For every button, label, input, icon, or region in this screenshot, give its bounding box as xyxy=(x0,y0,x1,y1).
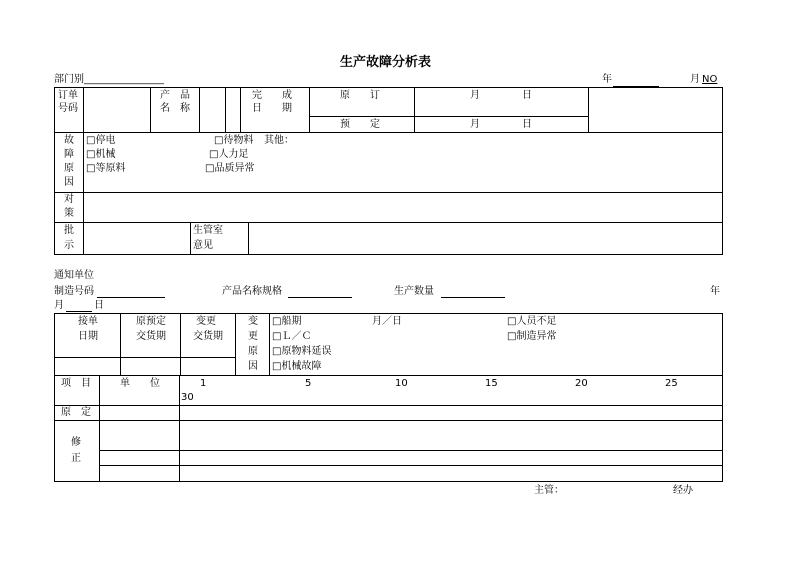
original-row-label: 原 定 xyxy=(61,407,91,418)
cause-machine-checkbox[interactable]: □ 机械 xyxy=(86,149,115,161)
product-name-label-1: 产 品 xyxy=(160,90,190,101)
receive-label-2: 日期 xyxy=(78,331,98,342)
day-10: 10 xyxy=(395,378,408,389)
day-5: 5 xyxy=(305,378,312,389)
reason-lc-checkbox[interactable]: □ Ｌ／Ｃ xyxy=(272,331,311,343)
cause-manpower-checkbox[interactable]: □ 人力足 xyxy=(209,149,248,161)
reason-char-3: 原 xyxy=(248,346,258,357)
reason-char-2: 更 xyxy=(248,331,258,342)
changed-label-2: 交货期 xyxy=(193,331,223,342)
page-title: 生产故障分析表 xyxy=(340,55,432,70)
planned-month: 月 xyxy=(470,119,480,130)
day-30: 30 xyxy=(181,392,194,403)
day-20: 20 xyxy=(575,378,588,389)
product-name-label-2: 名 称 xyxy=(160,103,190,114)
reason-machine-fault-checkbox[interactable]: □ 机械故障 xyxy=(272,361,321,373)
cause-char-4: 因 xyxy=(64,177,74,188)
supervisor-label: 主管： xyxy=(534,485,564,496)
order-no-label-2: 号码 xyxy=(58,103,78,114)
day-1: 1 xyxy=(200,378,207,389)
cause-char-3: 原 xyxy=(64,163,74,174)
day-25: 25 xyxy=(665,378,678,389)
changed-label-1: 变更 xyxy=(196,316,216,327)
cause-waiting-material-checkbox[interactable]: □ 待物料 xyxy=(214,135,253,147)
cause-outage-checkbox[interactable]: □ 停电 xyxy=(86,135,115,147)
orig-sched-label-2: 交货期 xyxy=(136,331,166,342)
original-date-label: 原 订 xyxy=(340,90,380,101)
completion-label-2: 日 期 xyxy=(252,103,292,114)
cause-char-1: 故 xyxy=(64,135,74,146)
reason-raw-delay-checkbox[interactable]: □ 原物料延误 xyxy=(272,346,331,358)
orig-sched-label-1: 原预定 xyxy=(136,316,166,327)
original-day: 日 xyxy=(522,90,532,101)
revise-char-2: 正 xyxy=(71,453,81,464)
prod-mgmt-label-1: 生管室 xyxy=(193,225,223,236)
completion-label-1: 完 成 xyxy=(252,90,292,101)
original-month: 月 xyxy=(470,90,480,101)
measures-char-1: 对 xyxy=(64,194,74,205)
reason-char-4: 因 xyxy=(248,361,258,372)
approval-char-2: 示 xyxy=(64,240,74,251)
reason-char-1: 变 xyxy=(248,316,258,327)
reason-ship-checkbox[interactable]: □ 船期 xyxy=(272,316,301,328)
reason-staff-short-checkbox[interactable]: □ 人员不足 xyxy=(507,316,556,328)
product-spec-label: 产品名称规格 xyxy=(222,286,282,297)
day-15: 15 xyxy=(485,378,498,389)
cause-other-label: 其他： xyxy=(264,135,294,146)
dept-label: 部门别________________ xyxy=(54,74,164,85)
cause-quality-checkbox[interactable]: □ 品质异常 xyxy=(205,163,254,175)
cause-char-2: 障 xyxy=(64,149,74,160)
prod-mgmt-label-2: 意见 xyxy=(193,240,213,251)
handler-label: 经办 xyxy=(673,485,693,496)
order-no-label-1: 订单 xyxy=(58,90,78,101)
measures-char-2: 策 xyxy=(64,208,74,219)
planned-day: 日 xyxy=(522,119,532,130)
notice-day: 日 xyxy=(94,300,104,311)
mfg-no-label: 制造号码 xyxy=(54,286,94,297)
month-label: 月 xyxy=(690,74,700,85)
notify-unit-label: 通知单位 xyxy=(54,270,94,281)
approval-char-1: 批 xyxy=(64,225,74,236)
reason-date-mark: 月／日 xyxy=(372,316,402,327)
unit-label: 单 位 xyxy=(120,378,160,389)
notice-year: 年 xyxy=(710,286,720,297)
reason-mfg-abnormal-checkbox[interactable]: □ 制造异常 xyxy=(507,331,556,343)
item-label: 项 目 xyxy=(61,378,91,389)
quantity-label: 生产数量 xyxy=(394,286,434,297)
notice-month: 月 xyxy=(54,300,64,311)
receive-label-1: 接单 xyxy=(78,316,98,327)
no-label: NO xyxy=(702,74,718,85)
planned-date-label: 预 定 xyxy=(340,119,380,130)
cause-waiting-raw-checkbox[interactable]: □ 等原料 xyxy=(86,163,125,175)
year-label: 年 xyxy=(602,74,612,85)
revise-char-1: 修 xyxy=(71,437,81,448)
